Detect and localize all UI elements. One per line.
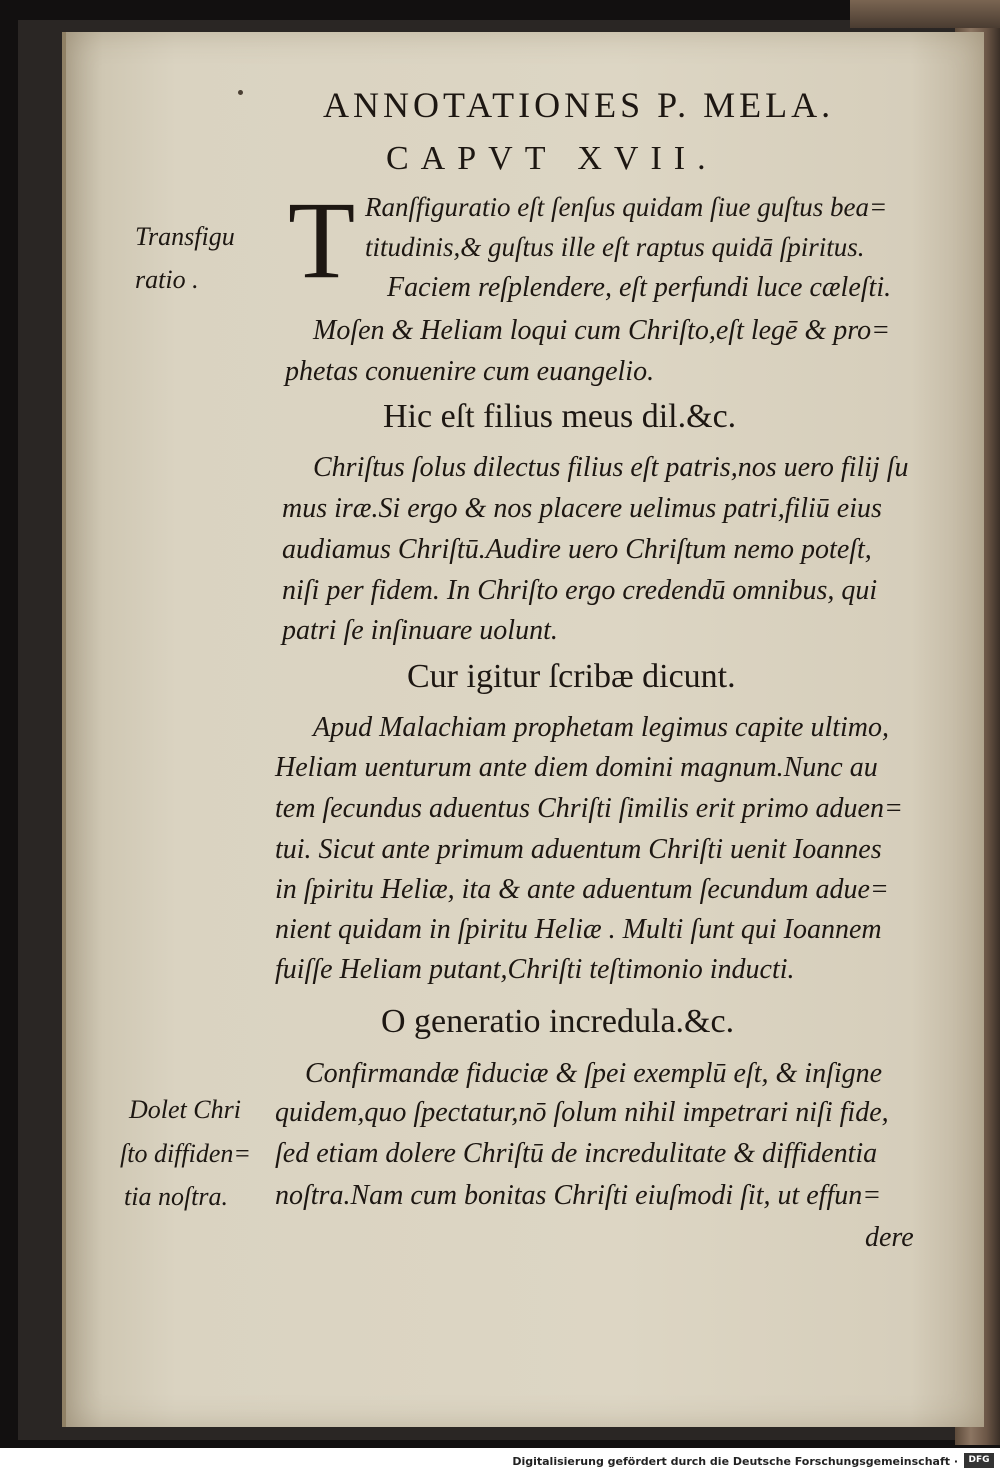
text-line: Moſen & Heliam loqui cum Chriſto,eſt legē & pro= xyxy=(313,315,891,346)
section-heading-1: Hic eſt filius meus dil.&c. xyxy=(383,398,737,435)
text-line: ſed etiam dolere Chriſtū de incredulitate & diffidentia xyxy=(275,1138,878,1169)
chapter-head: CAPVT XVII. xyxy=(386,140,718,177)
text-line: niſi per fidem. In Chriſto ergo credendū omnibus, qui xyxy=(282,575,878,606)
dfg-logo-icon: DFG xyxy=(964,1453,994,1468)
text-line: audiamus Chriſtū.Audire uero Chriſtum nemo poteſt, xyxy=(282,534,872,565)
drop-cap: T xyxy=(288,179,356,301)
text-line: nient quidam in ſpiritu Heliæ . Multi ſunt qui Ioannem xyxy=(275,914,882,945)
margin-note-dolet-2: ſto diffiden= xyxy=(120,1139,251,1168)
margin-note-transfiguratio-1: Transfigu xyxy=(135,222,235,251)
text-line: mus iræ.Si ergo & nos placere uelimus patri,filiū eius xyxy=(282,493,882,524)
text-line: Apud Malachiam prophetam legimus capite ultimo, xyxy=(313,712,889,743)
text-line: Faciem reſplendere, eſt perfundi luce cæleſti. xyxy=(387,272,892,303)
text-line: in ſpiritu Heliæ, ita & ante aduentum ſecundum adue= xyxy=(275,874,889,905)
text-line: phetas conuenire cum euangelio. xyxy=(285,356,655,387)
text-line: tui. Sicut ante primum aduentum Chriſti uenit Ioannes xyxy=(275,834,882,865)
section-heading-3: O generatio incredula.&c. xyxy=(381,1003,735,1040)
running-head: ANNOTATIONES P. MELA. xyxy=(323,85,835,125)
section-heading-2: Cur igitur ſcribæ dicunt. xyxy=(407,658,736,695)
footer-credit: Digitalisierung gefördert durch die Deutsche Forschungsgemeinschaft · xyxy=(512,1455,958,1468)
text-line: Ranſfiguratio eſt ſenſus quidam ſiue guſtus bea= xyxy=(365,192,888,222)
page-mark xyxy=(238,90,243,95)
margin-note-dolet-1: Dolet Chri xyxy=(129,1095,241,1124)
text-line: patri ſe inſinuare uolunt. xyxy=(282,615,558,646)
text-line: Heliam uenturum ante diem domini magnum.Nunc au xyxy=(275,752,878,783)
catchword: dere xyxy=(865,1222,914,1253)
margin-note-transfiguratio-2: ratio . xyxy=(135,265,199,294)
margin-note-dolet-3: tia noſtra. xyxy=(124,1182,229,1211)
text-line: tem ſecundus aduentus Chriſti ſimilis erit primo aduen= xyxy=(275,793,903,824)
text-line: quidem,quo ſpectatur,nō ſolum nihil impetrari niſi fide, xyxy=(275,1097,889,1128)
text-line: Chriſtus ſolus dilectus filius eſt patris,nos uero filij ſu xyxy=(313,452,909,483)
text-line: noſtra.Nam cum bonitas Chriſti eiuſmodi ſit, ut effun= xyxy=(275,1180,882,1211)
text-line: Confirmandæ fiduciæ & ſpei exemplū eſt, & inſigne xyxy=(305,1058,883,1089)
text-line: titudinis,& guſtus ille eſt raptus quidā ſpiritus. xyxy=(365,232,865,262)
text-line: fuiſſe Heliam putant,Chriſti teſtimonio inducti. xyxy=(275,954,795,985)
book-edge-top xyxy=(850,0,1000,28)
